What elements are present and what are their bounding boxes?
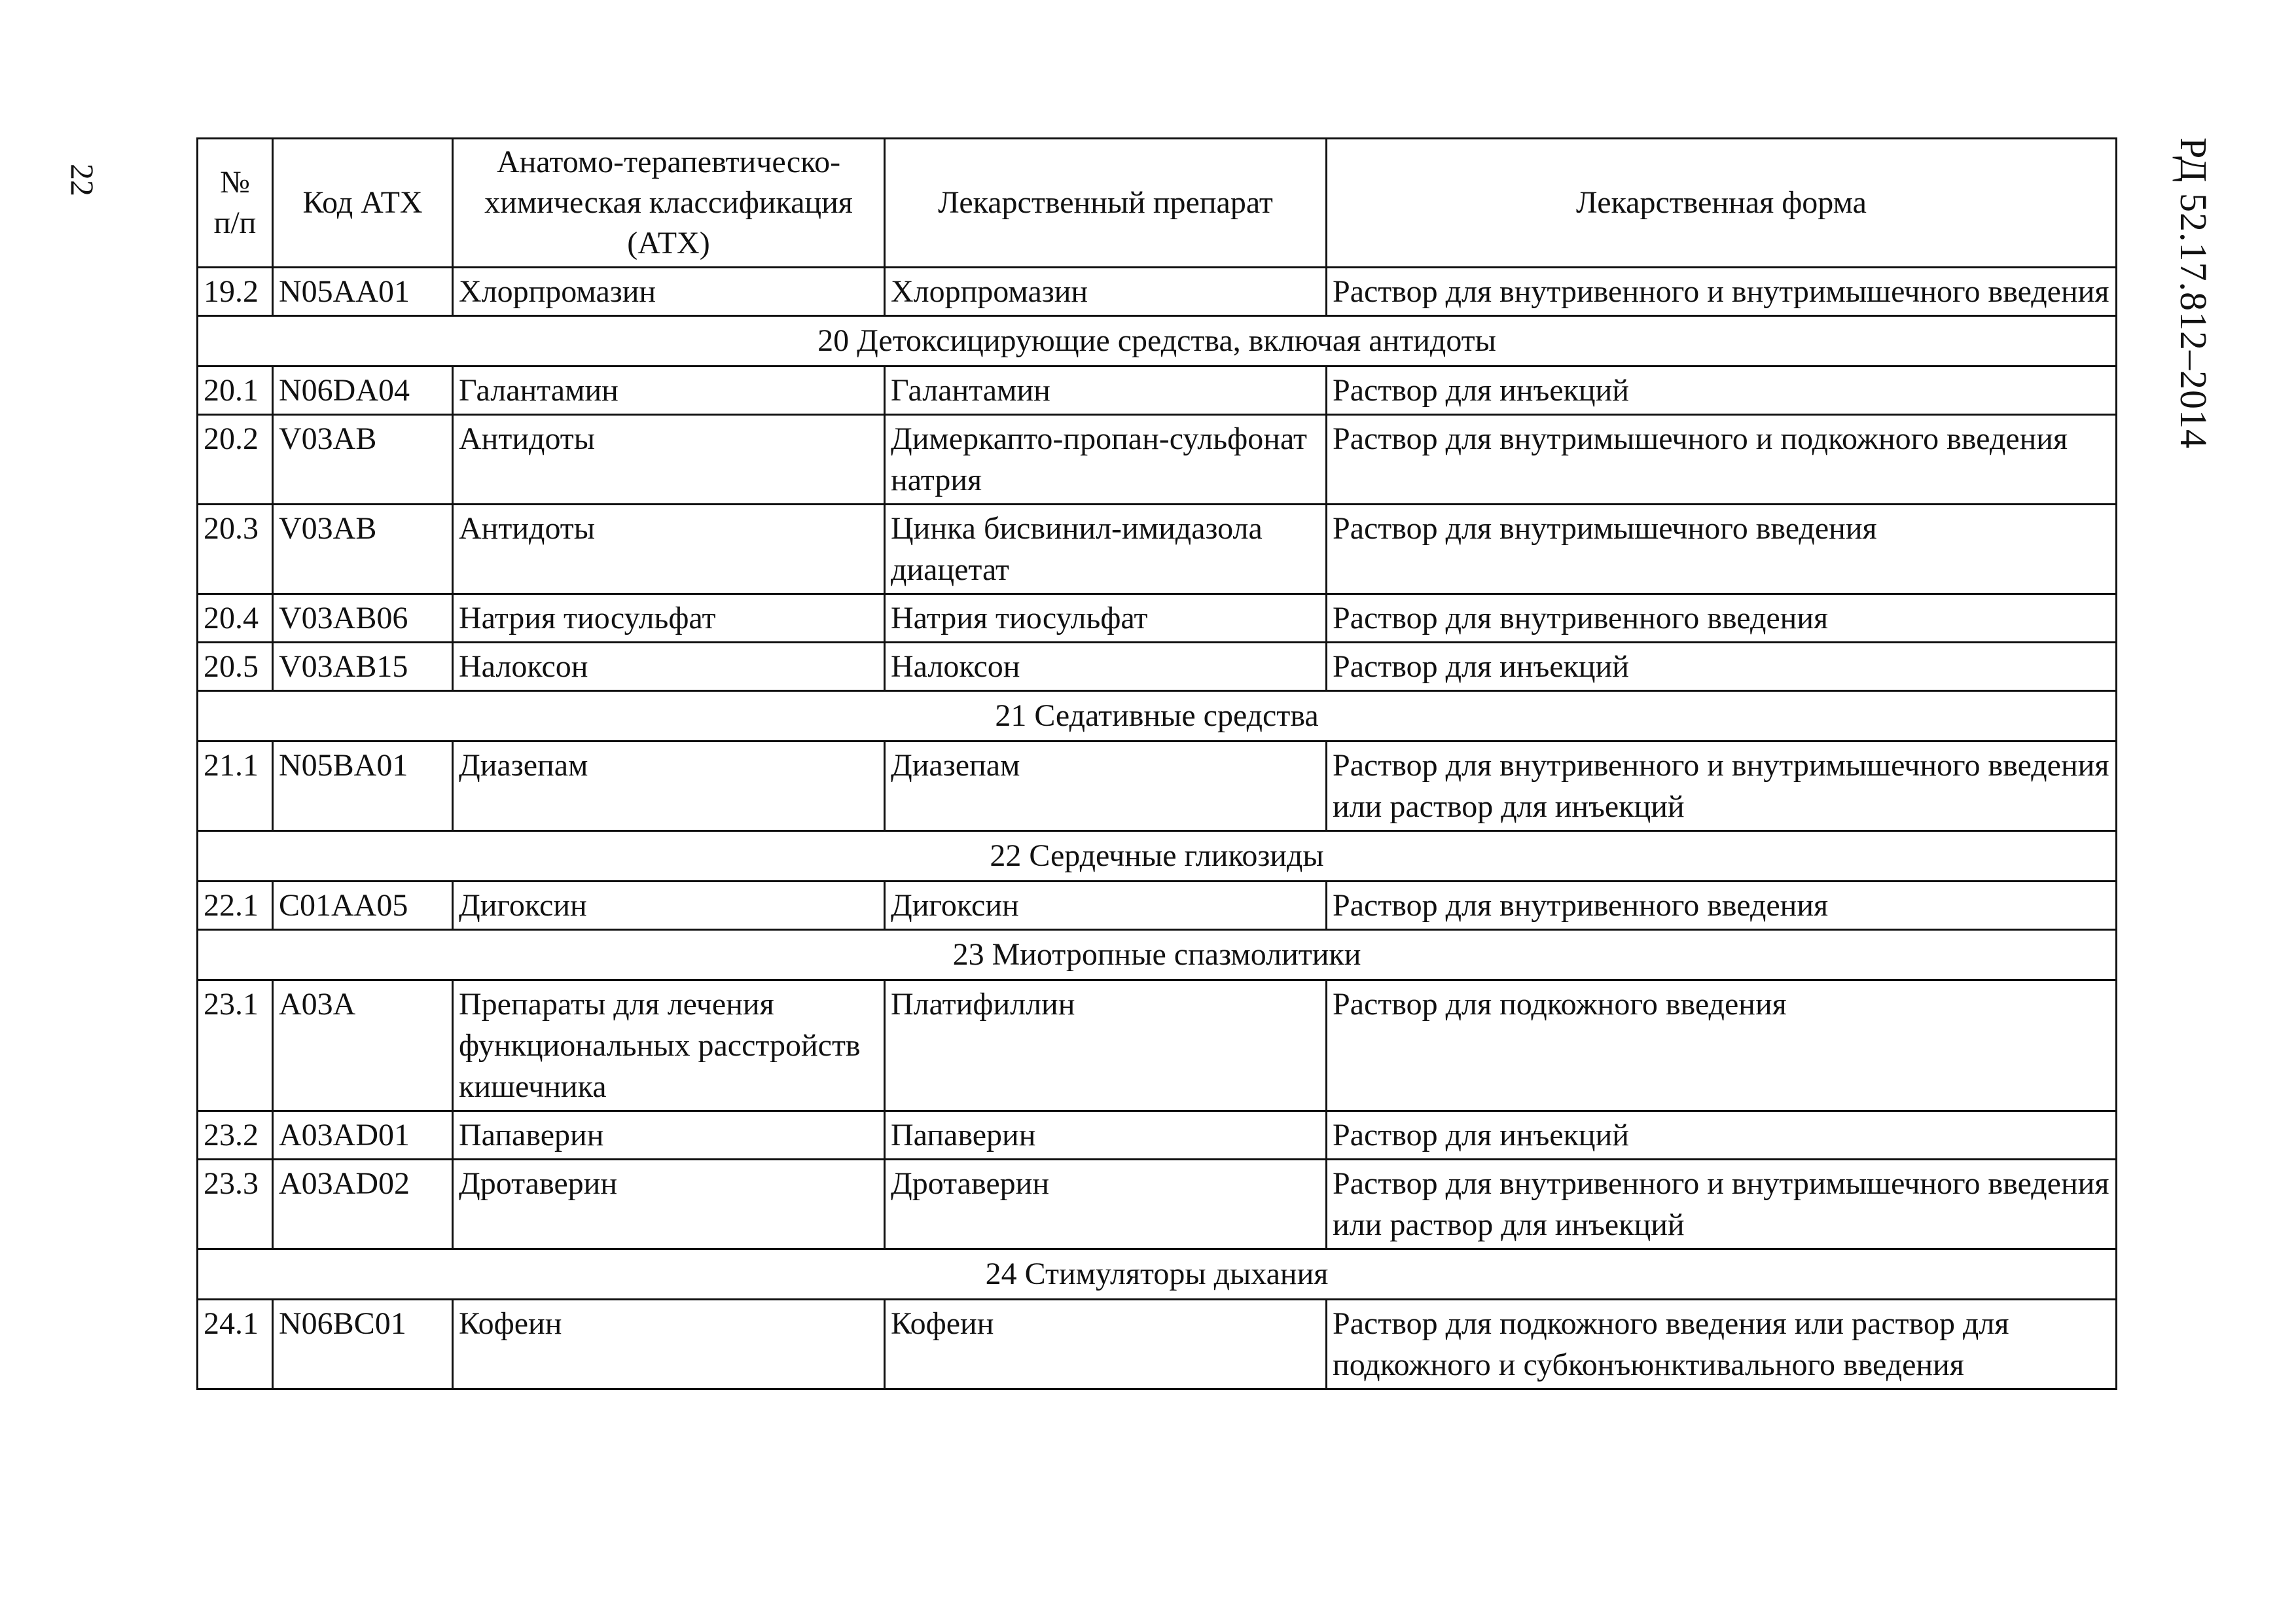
cell-classification: Дигоксин [453, 882, 885, 930]
section-heading: 22 Сердечные гликозиды [198, 831, 2117, 882]
cell-drug: Димеркапто-пропан-сульфонат натрия [885, 415, 1327, 505]
cell-classification: Антидоты [453, 505, 885, 594]
cell-num: 22.1 [198, 882, 273, 930]
cell-classification: Препараты для лечения функциональных расстройств кишечника [453, 980, 885, 1111]
cell-num: 23.3 [198, 1160, 273, 1249]
cell-classification: Хлорпромазин [453, 268, 885, 316]
cell-drug: Галантамин [885, 366, 1327, 415]
cell-num: 21.1 [198, 741, 273, 831]
cell-dosage-form: Раствор для инъекций [1327, 1111, 2117, 1160]
cell-atx-code: A03AD01 [273, 1111, 453, 1160]
cell-dosage-form: Раствор для подкожного введения [1327, 980, 2117, 1111]
table-row [198, 1300, 2117, 1389]
cell-drug: Кофеин [885, 1300, 1327, 1389]
cell-drug: Диазепам [885, 741, 1327, 831]
cell-classification: Галантамин [453, 366, 885, 415]
section-heading-row [198, 930, 2117, 980]
cell-classification: Кофеин [453, 1300, 885, 1389]
cell-drug: Дигоксин [885, 882, 1327, 930]
cell-dosage-form: Раствор для внутримышечного и подкожного введения [1327, 415, 2117, 505]
header-code: Код АТХ [273, 139, 453, 268]
cell-atx-code: V03AB [273, 505, 453, 594]
cell-dosage-form: Раствор для инъекций [1327, 643, 2117, 691]
cell-atx-code: A03A [273, 980, 453, 1111]
table-body [198, 268, 2117, 1389]
table-row [198, 741, 2117, 831]
table-row [198, 643, 2117, 691]
cell-drug: Папаверин [885, 1111, 1327, 1160]
cell-classification: Налоксон [453, 643, 885, 691]
section-heading: 23 Миотропные спазмолитики [198, 930, 2117, 980]
cell-dosage-form: Раствор для внутримышечного введения [1327, 505, 2117, 594]
table-row [198, 1160, 2117, 1249]
table-row [198, 980, 2117, 1111]
header-num: № п/п [198, 139, 273, 268]
cell-dosage-form: Раствор для подкожного введения или раствор для подкожного и субконъюнктивального введения [1327, 1300, 2117, 1389]
document-code: РД 52.17.812–2014 [2172, 137, 2215, 449]
cell-num: 20.4 [198, 594, 273, 643]
cell-num: 23.2 [198, 1111, 273, 1160]
cell-num: 24.1 [198, 1300, 273, 1389]
section-heading: 20 Детоксицирующие средства, включая антидоты [198, 316, 2117, 366]
cell-atx-code: N06DA04 [273, 366, 453, 415]
cell-drug: Налоксон [885, 643, 1327, 691]
table-row [198, 366, 2117, 415]
section-heading: 21 Седативные средства [198, 691, 2117, 741]
atx-table [196, 137, 2117, 1390]
cell-drug: Дротаверин [885, 1160, 1327, 1249]
cell-atx-code: V03AB [273, 415, 453, 505]
page-number: 22 [64, 164, 101, 196]
section-heading: 24 Стимуляторы дыхания [198, 1249, 2117, 1300]
section-heading-row [198, 691, 2117, 741]
table-row [198, 505, 2117, 594]
cell-drug: Цинка бисвинил-имидазола диацетат [885, 505, 1327, 594]
cell-dosage-form: Раствор для инъекций [1327, 366, 2117, 415]
cell-drug: Хлорпромазин [885, 268, 1327, 316]
cell-atx-code: N05BA01 [273, 741, 453, 831]
section-heading-row [198, 831, 2117, 882]
cell-dosage-form: Раствор для внутривенного и внутримышечного введения или раствор для инъекций [1327, 1160, 2117, 1249]
section-heading-row [198, 316, 2117, 366]
cell-atx-code: V03AB06 [273, 594, 453, 643]
header-form: Лекарственная форма [1327, 139, 2117, 268]
cell-num: 19.2 [198, 268, 273, 316]
cell-dosage-form: Раствор для внутривенного и внутримышечного введения или раствор для инъекций [1327, 741, 2117, 831]
cell-num: 20.2 [198, 415, 273, 505]
cell-classification: Натрия тиосульфат [453, 594, 885, 643]
header-classification: Анатомо-терапевтическо-химическая классификация (АТХ) [453, 139, 885, 268]
cell-dosage-form: Раствор для внутривенного и внутримышечного введения [1327, 268, 2117, 316]
table-row [198, 594, 2117, 643]
table-row [198, 882, 2117, 930]
table-row [198, 415, 2117, 505]
cell-classification: Диазепам [453, 741, 885, 831]
cell-atx-code: N06BC01 [273, 1300, 453, 1389]
header-drug: Лекарственный препарат [885, 139, 1327, 268]
cell-drug: Платифиллин [885, 980, 1327, 1111]
cell-atx-code: V03AB15 [273, 643, 453, 691]
table-row [198, 268, 2117, 316]
table-header-row [198, 139, 2117, 268]
cell-classification: Антидоты [453, 415, 885, 505]
cell-classification: Папаверин [453, 1111, 885, 1160]
cell-classification: Дротаверин [453, 1160, 885, 1249]
cell-num: 20.1 [198, 366, 273, 415]
cell-num: 23.1 [198, 980, 273, 1111]
cell-drug: Натрия тиосульфат [885, 594, 1327, 643]
cell-atx-code: N05AA01 [273, 268, 453, 316]
cell-num: 20.5 [198, 643, 273, 691]
table-row [198, 1111, 2117, 1160]
cell-num: 20.3 [198, 505, 273, 594]
cell-atx-code: A03AD02 [273, 1160, 453, 1249]
cell-dosage-form: Раствор для внутривенного введения [1327, 594, 2117, 643]
cell-dosage-form: Раствор для внутривенного введения [1327, 882, 2117, 930]
section-heading-row [198, 1249, 2117, 1300]
cell-atx-code: C01AA05 [273, 882, 453, 930]
